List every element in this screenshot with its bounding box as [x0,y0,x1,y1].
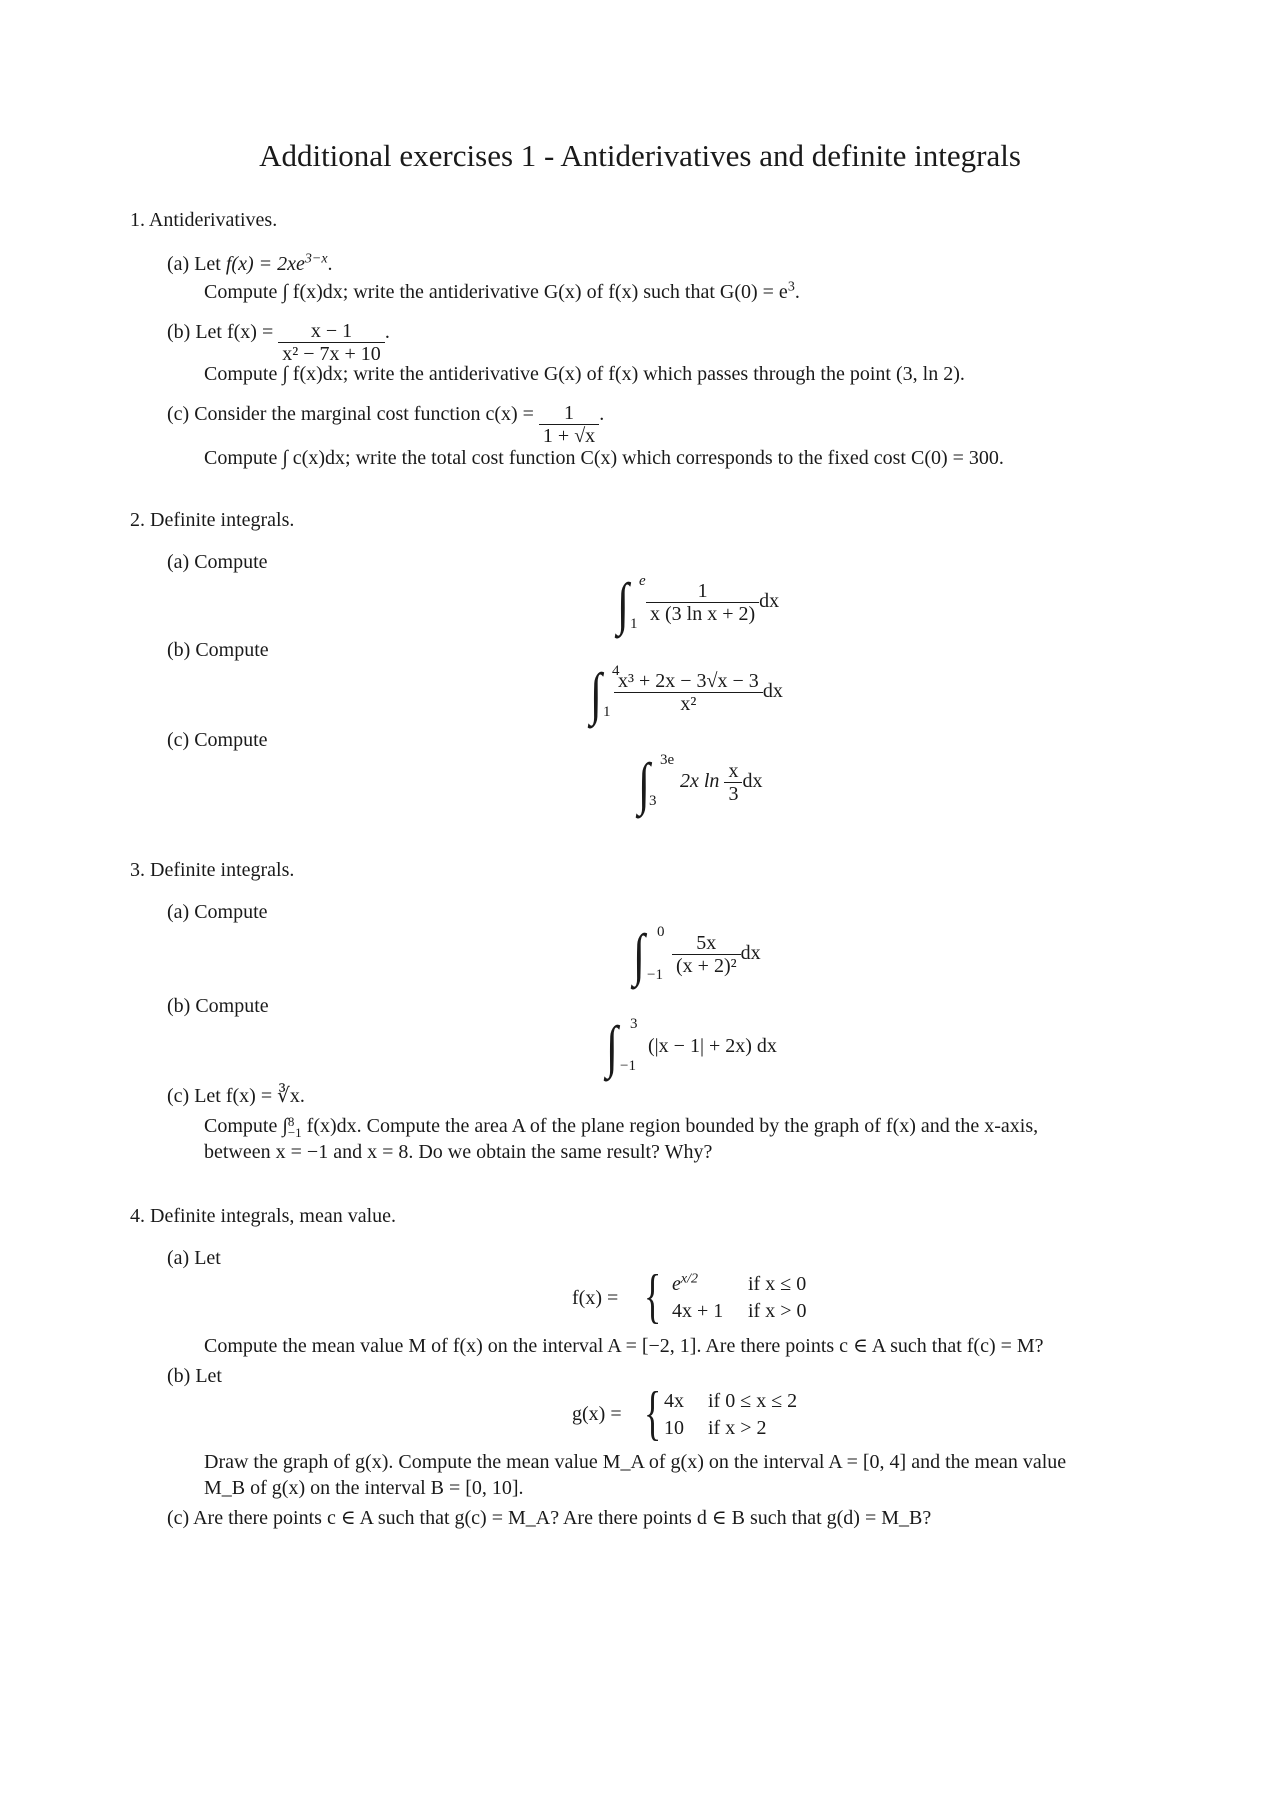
section-3-heading: 3. Definite integrals. [130,859,295,881]
s3-b-label: (b) Compute [167,995,269,1017]
s4-a-case1 [672,1272,698,1296]
s2-a-integral-sign: ∫ [617,571,629,636]
s4-a-case2-cond: if x > 0 [748,1300,807,1322]
s4-b-line2: Draw the graph of g(x). Compute the mean value M_A of g(x) on the interval A = [0, 4] and the mean value [204,1451,1067,1473]
s2-c-dx: dx [742,770,763,793]
s4-b-case2: 10 [664,1417,684,1439]
s2-c-integrand [680,760,762,805]
s1-b-pre: Let f(x) = [195,321,274,343]
s2-a-upper: e [639,573,646,589]
s3-a-label: (a) Compute [167,901,268,923]
s1-c-fraction [539,402,599,447]
s4-b-case2-cond: if x > 2 [708,1417,767,1439]
s3-a-den: (x + 2)² [672,954,741,977]
s3-c-line2-low: −1 [287,1125,302,1141]
s3-a-fraction [672,932,741,977]
s3-b-lower: −1 [620,1058,636,1074]
s2-b-integral-sign: ∫ [590,661,602,726]
s2-c-fraction [724,760,742,805]
section-4-heading: 4. Definite integrals, mean value. [130,1205,397,1227]
s3-c-line2-pre: Compute ∫ [204,1115,288,1137]
s2-a-fraction [646,580,759,625]
s1-b-fraction [278,320,385,365]
s2-b-integrand [614,670,783,715]
s2-b-lower: 1 [603,704,611,720]
section-1-heading: 1. Antiderivatives. [130,209,278,231]
s4-b-case1-cond: if 0 ≤ x ≤ 2 [708,1390,798,1412]
s1-a-line2-exp: 3 [787,279,795,295]
s1-a-pre: Let [194,253,221,275]
s4-a-fname: f(x) = [572,1287,619,1309]
s1-c-num: 1 [564,402,575,424]
s4-b-label: (b) Let [167,1365,222,1387]
s2-b-num: x³ + 2x − 3√x − 3 [618,670,759,692]
s3-b-body: (|x − 1| + 2x) dx [648,1035,777,1057]
s4-a-case1-cond: if x ≤ 0 [748,1273,807,1295]
s1-c-den: 1 + √x [539,424,599,447]
s2-b-fraction [614,670,763,715]
s1-b-line2: Compute ∫ f(x)dx; write the antiderivative G(x) of f(x) which passes through the point (3, ln 2). [204,363,965,385]
s4-c-line: (c) Are there points c ∈ A such that g(c) = M_A? Are there points d ∈ B such that g(d) = M_B? [167,1507,932,1529]
s4-b-brace: { [644,1380,662,1446]
s1-a-func: f(x) = 2xe [225,253,305,275]
s1-b-den: x² − 7x + 10 [278,342,385,365]
s2-a-den: x (3 ln x + 2) [646,602,759,625]
s3-b-integral-sign: ∫ [606,1014,618,1079]
s4-a-case1-exp: x/2 [680,1271,698,1287]
s3-a-lower: −1 [647,967,663,983]
s4-a-case1-base: e [672,1273,681,1295]
s2-a-dx: dx [759,590,780,613]
s2-c-den: 3 [724,782,742,805]
s1-a-line2: Compute ∫ f(x)dx; write the antiderivative G(x) of f(x) such that $G(0) = e^3$. [204,279,800,303]
s3-c-line2 [204,1114,1039,1141]
s1-b-line1: (b) Let f(x) = $\frac{x - 1}{\text{x² − 7x + 10}}$ . [167,320,390,365]
s4-b-fname: g(x) = [572,1403,622,1425]
s3-a-integral-sign: ∫ [633,922,645,987]
s2-c-pre: 2x ln [680,770,720,793]
s4-a-line2: Compute the mean value M of f(x) on the interval A = [−2, 1]. Are there points c ∈ A such that f(c) = M? [204,1335,1044,1357]
s1-c-pre: Consider the marginal cost function c(x) = [194,403,534,425]
s4-a-label: (a) Let [167,1247,221,1269]
s4-a-case2: 4x + 1 [672,1300,724,1322]
s2-c-integral-sign: ∫ [638,751,650,816]
s3-c-line3: between x = −1 and x = 8. Do we obtain the same result? Why? [204,1141,713,1163]
s1-a-line1: (a) Let $f(x) = 2xe^{3-x}$. [167,251,333,275]
s2-c-lower: 3 [649,793,657,809]
s1-c-label: (c) [167,403,190,425]
s2-b-den: x² [614,692,763,715]
s3-c-line1: (c) Let f(x) = ∛x. [167,1085,305,1107]
s2-a-integrand [646,580,779,625]
s4-b-line3: M_B of g(x) on the interval B = [0, 10]. [204,1477,524,1499]
s2-a-lower: 1 [630,616,638,632]
s2-b-label: (b) Compute [167,639,269,661]
s1-c-line1: (c) Consider the marginal cost function c(x) = $\frac{1}{1 + √x}$ . [167,402,605,447]
s3-c-line2-post: f(x)dx. Compute the area A of the plane region bounded by the graph of f(x) and the x-axis, [306,1115,1039,1137]
s1-a-label: (a) [167,253,190,275]
s2-b-dx: dx [762,680,783,703]
s4-a-brace: { [644,1263,662,1329]
s2-c-num: x [728,760,739,782]
s3-c-line2-up: 8 [287,1114,295,1130]
page-title: Additional exercises 1 - Antiderivatives and definite integrals [259,138,1021,173]
s1-a-exp: 3−x [304,251,328,267]
s2-a-label: (a) Compute [167,551,268,573]
s3-a-num: 5x [696,932,717,954]
s1-b-label: (b) [167,321,191,343]
s3-a-integrand [672,932,761,977]
s2-c-upper: 3e [660,752,675,768]
s2-b-upper: 4 [612,663,620,679]
s1-b-num: x − 1 [310,320,353,342]
s2-a-num: 1 [697,580,708,602]
section-2-heading: 2. Definite integrals. [130,509,295,531]
s3-b-upper: 3 [630,1016,638,1032]
s4-b-case1: 4x [664,1390,684,1412]
s3-a-dx: dx [740,942,761,965]
s1-a-line2-text: Compute ∫ f(x)dx; write the antiderivative G(x) of f(x) such that G(0) = e [204,281,788,303]
s3-a-upper: 0 [657,924,665,940]
s1-c-line2: Compute ∫ c(x)dx; write the total cost function C(x) which corresponds to the fixed cost C(0) = 300. [204,447,1004,469]
s2-c-label: (c) Compute [167,729,268,751]
